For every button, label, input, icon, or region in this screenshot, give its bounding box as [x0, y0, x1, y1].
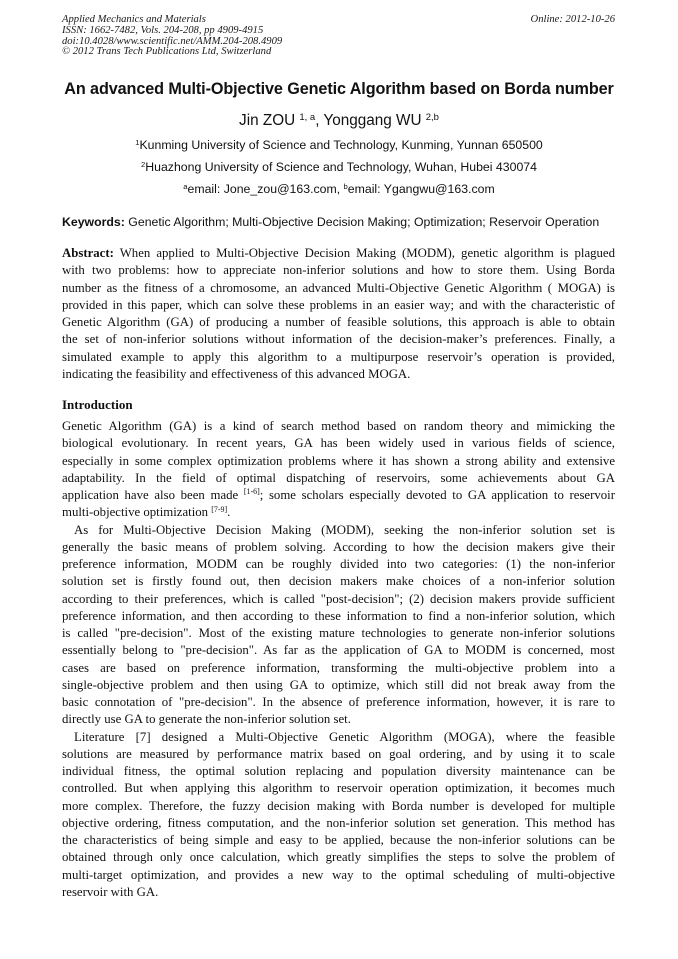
abstract-line: Genetic Algorithm (GA) of producing a number of feasible solutions, this approach is able to obtain: [62, 315, 615, 329]
intro-p2-line: preference information, MODM can be roughly divided into two categories: (1) the non-inferior: [62, 557, 615, 571]
authors-separator: ,: [315, 112, 324, 129]
intro-p3-line: individual fitness, the optimal solution replacing and population diversity maintenance can be: [62, 764, 615, 778]
emails-line: [0, 182, 678, 196]
intro-p2-line: solution set is firstly found out, then decision makers make choices of a non-inferior solution: [62, 574, 615, 589]
email-mark: a: [183, 181, 188, 191]
abstract-line: indicating the feasibility and effectiveness of this advanced MOGA.: [62, 366, 411, 381]
intro-p1-line: especially in some complex optimization problems where it has shown a strong ability and extensive: [62, 453, 615, 468]
introduction-body: [62, 418, 615, 901]
affiliation-mark: 1: [135, 137, 140, 147]
journal-name: Applied Mechanics and Materials: [62, 14, 206, 25]
author-name: Yonggang WU: [323, 112, 422, 129]
affiliation-2: [0, 160, 678, 174]
intro-p1-line: multi-objective optimization [7-9].: [62, 504, 231, 520]
keywords: [62, 215, 599, 229]
section-heading-introduction: Introduction: [62, 397, 133, 412]
abstract-line: the set of non-inferior solutions without information of the decision-maker’s preferences. Finally, a: [62, 332, 615, 347]
affiliation-mark: 2: [141, 159, 146, 169]
paper-title: An advanced Multi-Objective Genetic Algorithm based on Borda number: [64, 80, 614, 98]
intro-p2-line: As for Multi-Objective Decision Making (MODM), seeking the non-inferior solution set is: [74, 522, 615, 537]
intro-p2-line: according to their preferences, which is called "post-decision"; (2) decision makers provide sufficient: [62, 591, 615, 606]
citation-ref: [7-9]: [211, 504, 228, 514]
intro-p3-line: objective ordering, fitness computation, and the non-inferior solution set generation. This method has: [62, 815, 615, 830]
intro-p1-line: biological evolutionary. In recent years, GA has been widely used in various fields of science,: [62, 436, 615, 451]
intro-p2-line: cases are based on preference information, transforming the multi-objective problem into a: [62, 660, 615, 675]
abstract-label: Abstract:: [62, 246, 114, 260]
keywords-text: Genetic Algorithm; Multi-Objective Decision Making; Optimization; Reservoir Operation: [124, 215, 600, 229]
intro-p2-line: single-objective problem and then using GA to optimize, which still did not break away from the: [62, 677, 615, 692]
email-text: email: Jone_zou@163.com,: [187, 182, 344, 196]
keywords-label: Keywords:: [62, 215, 125, 229]
intro-p2-line: basic connotation of "pre-decision". In the absence of preference information, however, it is rare to: [62, 695, 615, 709]
intro-p2-line: preference information, and then according to these information to find a non-inferior solution, which: [62, 608, 615, 623]
email-mark: b: [343, 181, 348, 191]
intro-p3-line: the characteristics of being simple and easy to be applied, because the non-inferior solutions can be: [62, 833, 615, 847]
abstract-line: provided in this paper, which can solve these problems in an easier way; and with the characteristic of: [62, 297, 615, 312]
author-affiliation-mark: 2,b: [425, 111, 439, 123]
citation-ref: [1-6]: [243, 487, 260, 497]
author-name: Jin ZOU: [239, 112, 296, 129]
abstract-line: Abstract: When applied to Multi-Objective Decision Making (MODM), genetic algorithm is plagued: [62, 246, 615, 260]
affiliation-text: Kunming University of Science and Technology, Kunming, Yunnan 650500: [139, 138, 543, 152]
intro-p3-line: Literature [7] designed a Multi-Objective Genetic Algorithm (MOGA), where the feasible: [74, 729, 615, 744]
intro-p3-line: reservoir with GA.: [62, 884, 159, 899]
email-text: email: Ygangwu@163.com: [347, 182, 495, 196]
abstract: [62, 245, 615, 383]
intro-p3-line: obtained through only once calculation, which greatly simplifies the steps to solve the problem of: [62, 850, 615, 865]
intro-p1-line: Genetic Algorithm (GA) is a kind of search method based on random theory and mimicking the: [62, 419, 615, 433]
intro-p2-line: essentially belong to "pre-decision". As far as the application of GA to MODM is concerned, most: [62, 643, 615, 658]
intro-p3-line: more complex. Therefore, the fuzzy decision making with Borda number is developed for multiple: [62, 798, 615, 813]
abstract-line: simulated example to apply this algorithm to a multipurpose reservoir’s operation is provided,: [62, 349, 615, 364]
intro-p1-line: application have also been made [1-6]; some scholars especially devoted to GA application to reservoir: [62, 487, 615, 502]
intro-p2-line: directly use GA to generate the non-inferior solution set.: [62, 712, 351, 727]
journal-header: [62, 15, 282, 58]
affiliation-text: Huazhong University of Science and Technology, Wuhan, Hubei 430074: [145, 160, 537, 174]
abstract-line: with two problems: how to appreciate non-inferior solutions and how to store them. Using Borda: [62, 263, 615, 278]
intro-p3-line: solutions are measured by performance matrix based on goal ordering, and by using it to scale: [62, 746, 615, 761]
affiliation-1: [0, 138, 678, 152]
intro-p2-line: generally the basic means of problem solving. According to how the decision makers give their: [62, 539, 615, 554]
authors-line: [0, 112, 678, 130]
intro-p2-line: is called "pre-decision". Most of the existing mature technologies to generate non-inferior solutions: [62, 626, 615, 640]
issn-line: ISSN: 1662-7482, Vols. 204-208, pp 4909-4915: [62, 24, 264, 36]
intro-p1-line: adaptability. In the field of optimal dispatching of reservoirs, some achievements about GA: [62, 470, 615, 485]
abstract-line: number as the fitness of a chromosome, an advanced Multi-Objective Genetic Algorithm ( MOGA) is: [62, 280, 615, 295]
doi-line: doi:10.4028/www.scientific.net/AMM.204-208.4909: [62, 35, 283, 47]
author-affiliation-mark: 1, a: [299, 111, 316, 123]
copyright-line: © 2012 Trans Tech Publications Ltd, Switzerland: [62, 46, 272, 58]
online-date: Online: 2012-10-26: [530, 14, 615, 25]
intro-p3-line: controlled. But when applying this algorithm to reservoir operation optimization, it becomes much: [62, 781, 615, 796]
intro-p3-line: multi-target optimization, and provides a new way to the optimal scheduling of multi-objective: [62, 867, 615, 882]
